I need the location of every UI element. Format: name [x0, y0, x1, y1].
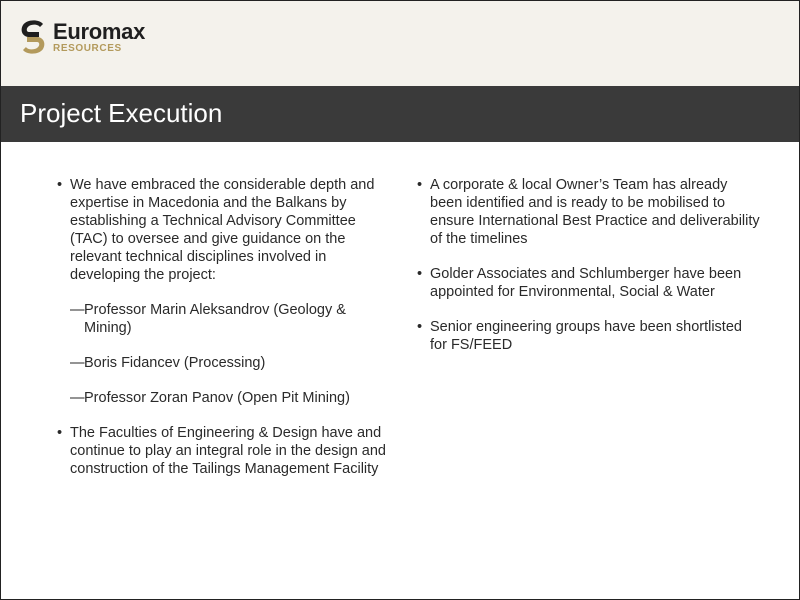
bullet-item — [57, 176, 392, 407]
left-column — [57, 176, 392, 495]
bullet-item: • A corporate & local Owner’s Team has already been identified and is ready to be mobilised to ensure International Best Practice and deliverability of the timelines — [417, 176, 762, 248]
sub-item: — Professor Zoran Panov (Open Pit Mining) — [70, 389, 392, 407]
bullet-item: • Golder Associates and Schlumberger have been appointed for Environmental, Social & Water — [417, 265, 762, 301]
bullet-item: • Senior engineering groups have been shortlisted for FS/FEED — [417, 318, 762, 354]
sub-item: — Boris Fidancev (Processing) — [70, 354, 392, 372]
title-bar — [1, 86, 799, 142]
tac-member-list — [70, 301, 392, 407]
header-band — [1, 1, 799, 86]
right-bullet-list — [417, 176, 762, 354]
sub-item: — Professor Marin Aleksandrov (Geology & Mining) — [70, 301, 392, 337]
company-logo — [19, 17, 145, 57]
logo-name: Euromax — [53, 18, 146, 44]
logo-subtitle: RESOURCES — [53, 42, 122, 54]
slide-title: Project Execution — [20, 98, 223, 128]
left-bullet-list — [57, 176, 392, 478]
bullet-text: We have embraced the considerable depth and expertise in Macedonia and the Balkans by establishing a Technical Advisory Committee (TAC) to oversee and give guidance on the relevant technical disciplines involved in developing the project: — [70, 177, 375, 283]
right-column — [417, 176, 762, 371]
euromax-logo-icon — [19, 18, 47, 56]
bullet-item: • The Faculties of Engineering & Design have and continue to play an integral role in the design and construction of the Tailings Management Facility — [57, 424, 392, 478]
